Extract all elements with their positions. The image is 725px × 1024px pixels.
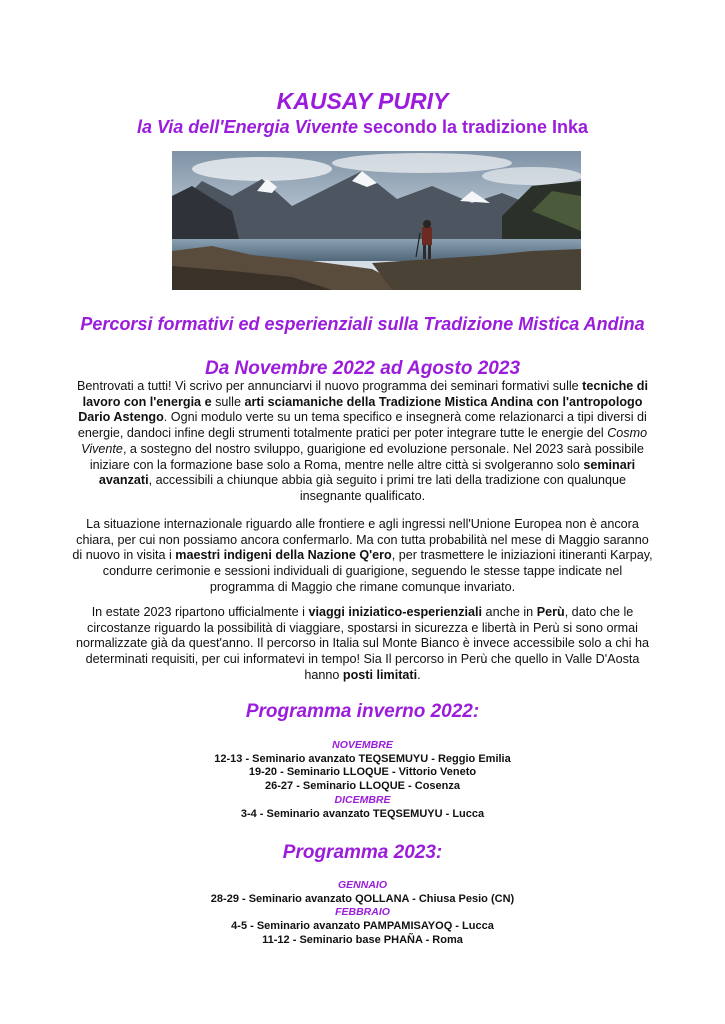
event-item: 11-12 - Seminario base PHAÑA - Roma [262,933,463,946]
subtitle-italic: la Via dell'Energia Vivente [136,117,358,137]
program-2023-heading: Programma 2023: [282,842,443,863]
event-item: 28-29 - Seminario avanzato QOLLANA - Chiusa Pesio (CN) [210,892,515,905]
program-2022-schedule [0,739,725,821]
intro-paragraph: Bentrovati a tutti! Vi scrivo per annunciarvi il nuovo programma dei seminari formativi sulle tecniche di lavoro con l'energia e sulle arti sciamaniche della Tradizione Mistica Andina con l'antropologo Dario Astengo. Ogni modulo verte su un tema specifico e insegnerà come relazionarci a tipi diversi di energie, dandoci infine degli strumenti totalmente pratici per poter integrare tutte le energie del Cosmo Vivente, a sostegno del nostro sviluppo, guarigione ed evoluzione personale. Nel 2023 sarà possibile iniziare con la formazione base solo a Roma, mentre nelle altre città si svolgeranno solo seminari avanzati, accessibili a chiunque abbia già seguito i primi tre lati della tradizione con qualunque insegnante qualificato. [77,379,648,503]
headline-dates: Da Novembre 2022 ad Agosto 2023 [204,358,521,379]
document-subtitle [0,117,725,138]
headline-percorsi: Percorsi formativi ed esperienziali sulla Tradizione Mistica Andina [80,314,645,334]
travel-paragraph: In estate 2023 ripartono ufficialmente i viaggi iniziatico-esperienziali anche in Perù, dato che le circostanze riguardo la possibilità di viaggiare, spostarsi in sicurezza e libertà in Perù si sono ormai normalizzate già da quest'anno. Il percorso in Italia sul Monte Bianco è invece accessibile solo a chi ha determinati requisiti, per cui informatevi in tempo! Sia Il percorso in Perù che quello in Valle D'Aosta hanno posti limitati. [76,605,649,682]
document-title: KAUSAY PURIY [276,88,449,114]
qero-paragraph: La situazione internazionale riguardo alle frontiere e agli ingressi nell'Unione Europea non è ancora chiara, per cui non possiamo ancora confermarlo. Ma con tutta probabilità nel mese di Maggio saranno di nuovo in visita i maestri indigeni della Nazione Q'ero, per trasmettere le iniziazioni itineranti Karpay, condurre cerimonie e sessioni individuali di guarigione, seguendo le stesse tappe indicate nel programma di Maggio che rimane comunque invariato. [72,517,653,594]
event-item: 12-13 - Seminario avanzato TEQSEMUYU - Reggio Emilia [214,752,511,765]
month-label: GENNAIO [337,879,387,891]
mountain-hiker-photo [172,151,581,290]
event-item: 4-5 - Seminario avanzato PAMPAMISAYOQ - Lucca [231,920,494,933]
month-label: FEBBRAIO [335,906,390,919]
event-item: 26-27 - Seminario LLOQUE - Cosenza [265,780,460,793]
program-2023-schedule [0,879,725,948]
month-label: DICEMBRE [334,793,391,806]
event-item: 19-20 - Seminario LLOQUE - Vittorio Veneto [248,766,477,779]
subtitle-plain: secondo la tradizione Inka [357,117,589,137]
event-item: 3-4 - Seminario avanzato TEQSEMUYU - Lucca [240,807,485,820]
program-2022-heading: Programma inverno 2022: [245,701,480,722]
month-label: NOVEMBRE [332,739,393,751]
